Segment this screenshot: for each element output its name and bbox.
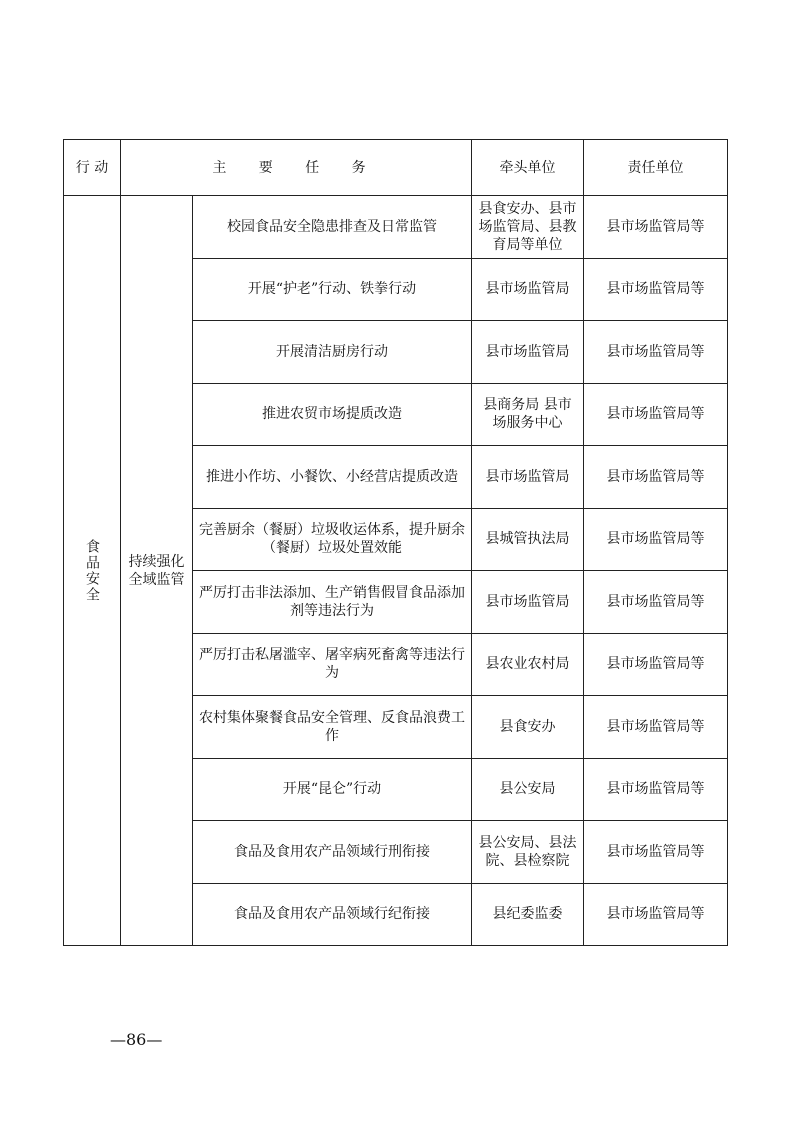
lead-cell: 县食安办、县市场监管局、县教育局等单位 — [472, 196, 584, 259]
task-cell: 严厉打击非法添加、生产销售假冒食品添加剂等违法行为 — [193, 571, 472, 634]
responsible-cell: 县市场监管局等 — [584, 321, 728, 384]
task-cell: 开展清洁厨房行动 — [193, 321, 472, 384]
action-cell: 食品安全 — [64, 196, 121, 946]
task-cell: 推进农贸市场提质改造 — [193, 383, 472, 446]
page-number: —86— — [110, 1030, 163, 1049]
lead-cell: 县商务局 县市场服务中心 — [472, 383, 584, 446]
responsible-cell: 县市场监管局等 — [584, 383, 728, 446]
table-row — [64, 196, 728, 259]
responsible-cell: 县市场监管局等 — [584, 696, 728, 759]
task-cell: 开展“护老”行动、铁拳行动 — [193, 258, 472, 321]
responsible-cell: 县市场监管局等 — [584, 633, 728, 696]
lead-cell: 县城管执法局 — [472, 508, 584, 571]
header-action: 行 动 — [64, 140, 121, 196]
lead-cell: 县农业农村局 — [472, 633, 584, 696]
subaction-cell: 持续强化全域监管 — [121, 196, 193, 946]
header-tasks: 主 要 任 务 — [121, 140, 472, 196]
lead-cell: 县公安局、县法院、县检察院 — [472, 821, 584, 884]
task-cell: 推进小作坊、小餐饮、小经营店提质改造 — [193, 446, 472, 509]
task-cell: 严厉打击私屠滥宰、屠宰病死畜禽等违法行为 — [193, 633, 472, 696]
responsible-cell: 县市场监管局等 — [584, 758, 728, 821]
task-cell: 开展“昆仑”行动 — [193, 758, 472, 821]
task-cell: 农村集体聚餐食品安全管理、反食品浪费工作 — [193, 696, 472, 759]
responsible-cell: 县市场监管局等 — [584, 258, 728, 321]
lead-cell: 县纪委监委 — [472, 883, 584, 946]
table-header-row — [64, 140, 728, 196]
lead-cell: 县市场监管局 — [472, 321, 584, 384]
header-lead: 牵头单位 — [472, 140, 584, 196]
responsible-cell: 县市场监管局等 — [584, 196, 728, 259]
responsible-cell: 县市场监管局等 — [584, 821, 728, 884]
responsible-cell: 县市场监管局等 — [584, 446, 728, 509]
lead-cell: 县市场监管局 — [472, 571, 584, 634]
lead-cell: 县市场监管局 — [472, 446, 584, 509]
task-table — [63, 139, 728, 946]
lead-cell: 县市场监管局 — [472, 258, 584, 321]
task-cell: 完善厨余（餐厨）垃圾收运体系，提升厨余（餐厨）垃圾处置效能 — [193, 508, 472, 571]
header-responsible: 责任单位 — [584, 140, 728, 196]
task-cell: 食品及食用农产品领域行刑衔接 — [193, 821, 472, 884]
task-cell: 食品及食用农产品领域行纪衔接 — [193, 883, 472, 946]
responsible-cell: 县市场监管局等 — [584, 508, 728, 571]
lead-cell: 县公安局 — [472, 758, 584, 821]
task-cell: 校园食品安全隐患排查及日常监管 — [193, 196, 472, 259]
lead-cell: 县食安办 — [472, 696, 584, 759]
responsible-cell: 县市场监管局等 — [584, 883, 728, 946]
responsible-cell: 县市场监管局等 — [584, 571, 728, 634]
